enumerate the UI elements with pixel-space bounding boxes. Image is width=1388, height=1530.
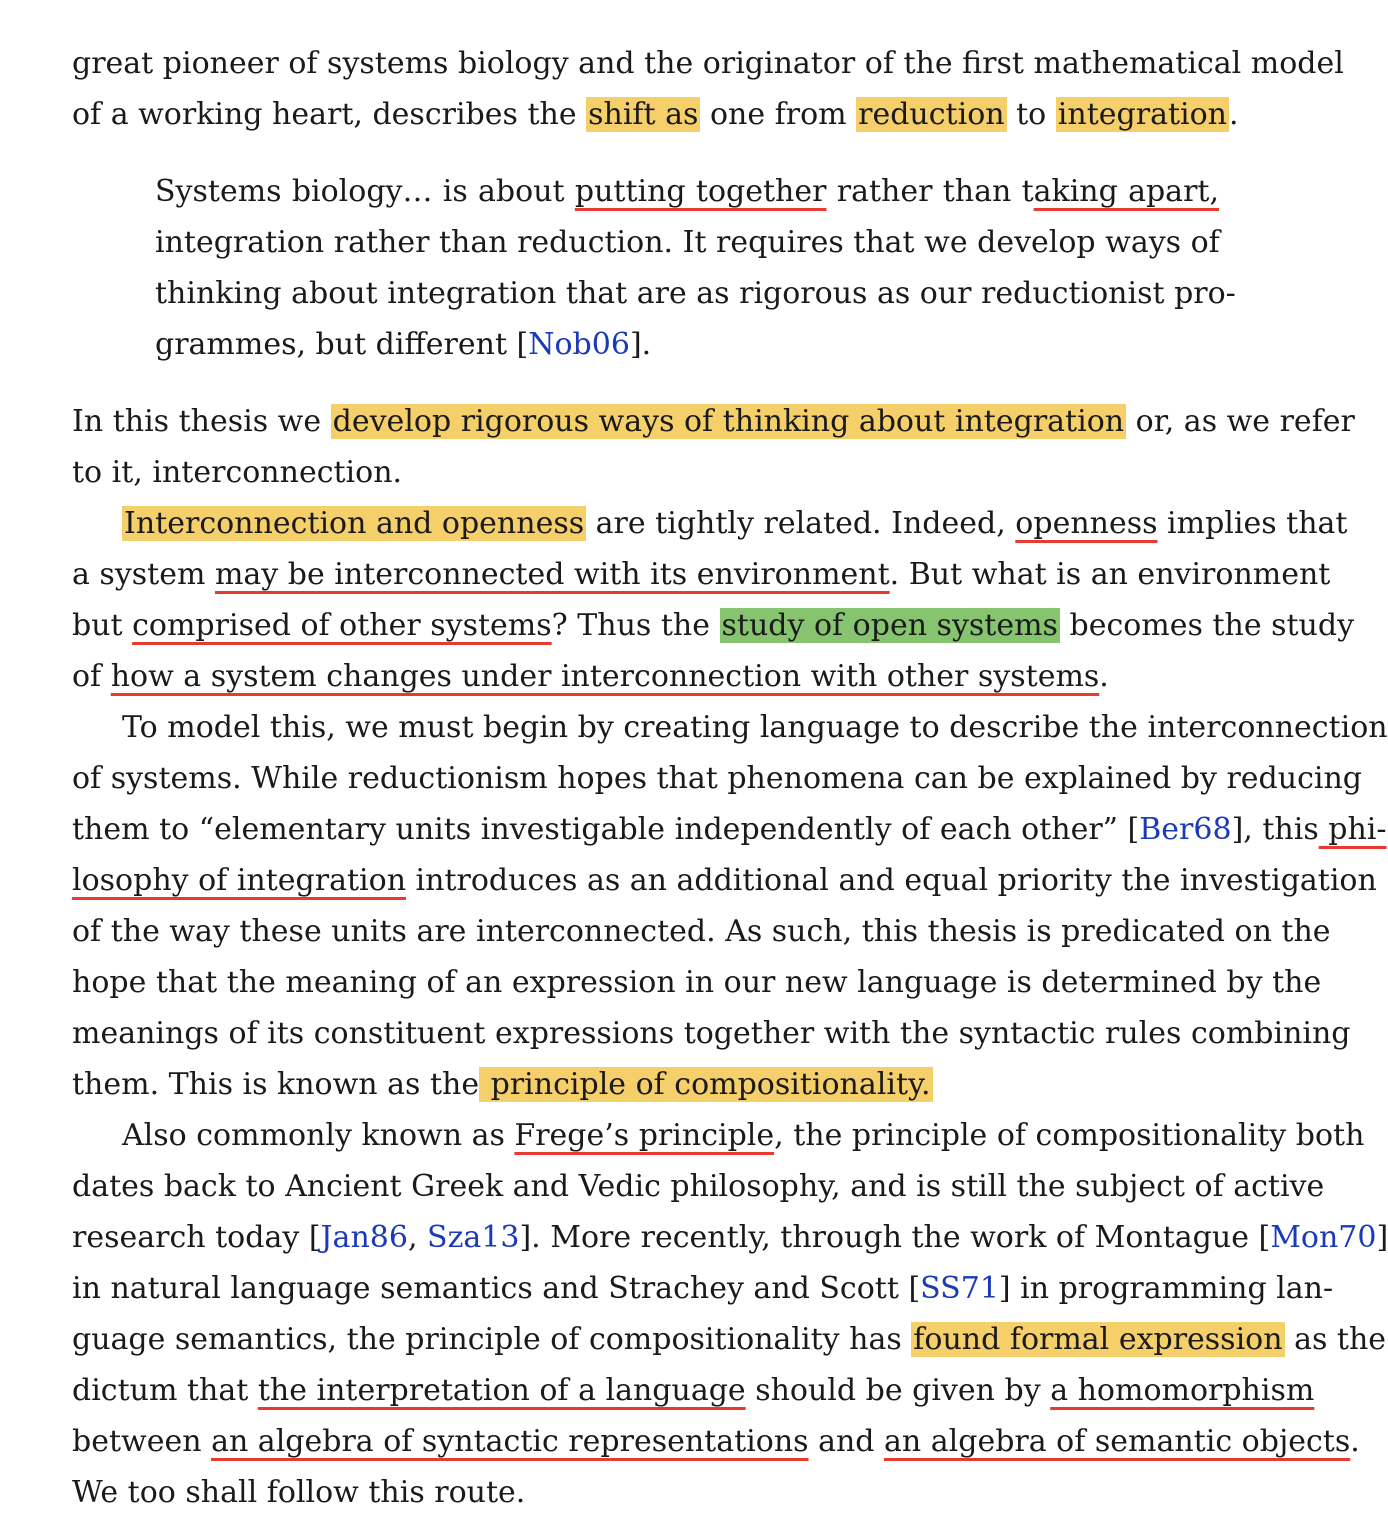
underline-annotation: phi-: [1318, 812, 1387, 847]
text-line: [72, 396, 1355, 447]
underline-annotation: comprised of other systems: [132, 608, 552, 643]
text-span: them. This is known as the: [72, 1067, 480, 1102]
text-span: ], this: [1231, 812, 1319, 847]
text-span: are tightly related. Indeed,: [586, 506, 1016, 541]
text-span: ].: [629, 327, 652, 362]
text-span: of systems. While reductionism hopes that phenomena can be explained by reducing: [72, 761, 1362, 796]
paragraph-2: [72, 396, 1355, 498]
text-line: [72, 753, 1362, 804]
text-span: of: [72, 659, 111, 694]
text-line: [72, 804, 1387, 855]
text-line: [72, 1365, 1315, 1416]
text-span: introduces as an additional and equal priority the investigation: [406, 863, 1377, 898]
text-line: [72, 1467, 1302, 1518]
text-span: ? Thus the: [551, 608, 720, 643]
text-span: or, as we refer: [1126, 404, 1355, 439]
text-line: [72, 906, 1331, 957]
paragraph-1: [72, 38, 1344, 140]
text-line: [155, 268, 1236, 319]
text-span: ] in programming lan-: [998, 1271, 1334, 1306]
text-line: [72, 89, 1302, 140]
text-span: ]: [1376, 1220, 1388, 1255]
underline-annotation: aking apart,: [1033, 174, 1219, 209]
text-line: [72, 702, 1388, 753]
text-line: [72, 498, 1348, 549]
underline-annotation: how a system changes under interconnection with other systems: [110, 659, 1100, 694]
text-span: to it, interconnection.: [72, 455, 403, 490]
text-line: [155, 166, 1219, 217]
highlight-yellow: develop rigorous ways of thinking about integration: [332, 404, 1125, 439]
text-span: dates back to Ancient Greek and Vedic philosophy, and is still the subject of active: [72, 1169, 1325, 1204]
text-span: guage semantics, the principle of compositionality has: [72, 1322, 912, 1357]
text-line: [72, 600, 1355, 651]
text-span: great pioneer of systems biology and the originator of the first mathematical model: [72, 46, 1344, 81]
text-line: [72, 1314, 1387, 1365]
text-line: [72, 855, 1377, 906]
text-span: as the: [1284, 1322, 1387, 1357]
text-span: In this thesis we: [72, 404, 331, 439]
text-line: [72, 957, 1322, 1008]
highlight-yellow: shift as: [588, 97, 699, 132]
text-span: .: [1229, 97, 1239, 132]
block-quote: [155, 166, 1236, 370]
text-span: We too shall follow this route.: [72, 1475, 526, 1510]
highlight-yellow: principle of compositionality.: [481, 1067, 931, 1102]
paragraph-5: [72, 1110, 1388, 1518]
text-span: , the principle of compositionality both: [774, 1118, 1365, 1153]
citation-link[interactable]: SS71: [920, 1271, 999, 1306]
highlight-green: study of open systems: [721, 608, 1058, 643]
text-span: rather than t: [826, 174, 1034, 209]
citation-link[interactable]: Sza13: [427, 1220, 520, 1255]
underline-annotation: openness: [1015, 506, 1158, 541]
text-span: one from: [700, 97, 857, 132]
text-span: Also commonly known as: [122, 1118, 515, 1153]
citation-link[interactable]: Ber68: [1139, 812, 1232, 847]
highlight-yellow: integration: [1057, 97, 1227, 132]
citation-link[interactable]: Nob06: [528, 327, 630, 362]
text-line: [72, 651, 1302, 702]
text-span: ]. More recently, through the work of Montague [: [519, 1220, 1271, 1255]
text-span: in natural language semantics and Strachey and Scott [: [72, 1271, 921, 1306]
underline-annotation: a homomorphism: [1050, 1373, 1315, 1408]
text-span: and: [808, 1424, 885, 1459]
text-line: [72, 447, 1302, 498]
citation-link[interactable]: Jan86: [320, 1220, 408, 1255]
underline-annotation: losophy of integration: [72, 863, 407, 898]
underline-annotation: the interpretation of a language: [257, 1373, 746, 1408]
underline-annotation: putting together: [574, 174, 827, 209]
text-span: meanings of its constituent expressions together with the syntactic rules combining: [72, 1016, 1351, 1051]
text-line: [72, 1161, 1325, 1212]
paragraph-3: [72, 498, 1355, 702]
text-span: should be given by: [745, 1373, 1051, 1408]
citation-link[interactable]: Mon70: [1270, 1220, 1377, 1255]
text-span: research today [: [72, 1220, 321, 1255]
text-span: but: [72, 608, 133, 643]
highlight-yellow: Interconnection and openness: [124, 506, 585, 541]
text-line: [155, 217, 1219, 268]
text-span: them to “elementary units investigable independently of each other” [: [72, 812, 1140, 847]
text-span: between: [72, 1424, 212, 1459]
text-span: hope that the meaning of an expression in our new language is determined by the: [72, 965, 1322, 1000]
text-line: [72, 1263, 1334, 1314]
text-span: .: [1350, 1424, 1360, 1459]
underline-annotation: Frege’s principle: [514, 1118, 775, 1153]
text-span: to: [1006, 97, 1056, 132]
text-line: [155, 319, 1219, 370]
underline-annotation: may be interconnected with its environment: [214, 557, 890, 592]
highlight-yellow: found formal expression: [913, 1322, 1283, 1357]
text-span: of the way these units are interconnected. As such, this thesis is predicated on the: [72, 914, 1331, 949]
text-line: [72, 38, 1344, 89]
text-span: To model this, we must begin by creating language to describe the interconnection: [122, 710, 1388, 745]
text-span: of a working heart, describes the: [72, 97, 587, 132]
text-line: [72, 1059, 1302, 1110]
text-line: [72, 549, 1331, 600]
text-line: [72, 1212, 1388, 1263]
text-line: [72, 1008, 1351, 1059]
text-span: .: [1099, 659, 1109, 694]
text-span: . But what is an environment: [889, 557, 1331, 592]
text-span: becomes the study: [1059, 608, 1355, 643]
text-line: [72, 1110, 1365, 1161]
underline-annotation: an algebra of semantic objects: [884, 1424, 1351, 1459]
text-span: implies that: [1157, 506, 1348, 541]
text-span: Systems biology… is about: [155, 174, 575, 209]
text-span: integration rather than reduction. It requires that we develop ways of: [155, 225, 1220, 260]
text-span: grammes, but different [: [155, 327, 529, 362]
underline-annotation: an algebra of syntactic representations: [211, 1424, 809, 1459]
text-span: thinking about integration that are as rigorous as our reductionist pro-: [155, 276, 1236, 311]
document-page: [72, 38, 1388, 1518]
text-span: a system: [72, 557, 215, 592]
text-span: dictum that: [72, 1373, 258, 1408]
text-line: [72, 1416, 1360, 1467]
paragraph-4: [72, 702, 1388, 1110]
highlight-yellow: reduction: [858, 97, 1005, 132]
text-span: ,: [407, 1220, 428, 1255]
